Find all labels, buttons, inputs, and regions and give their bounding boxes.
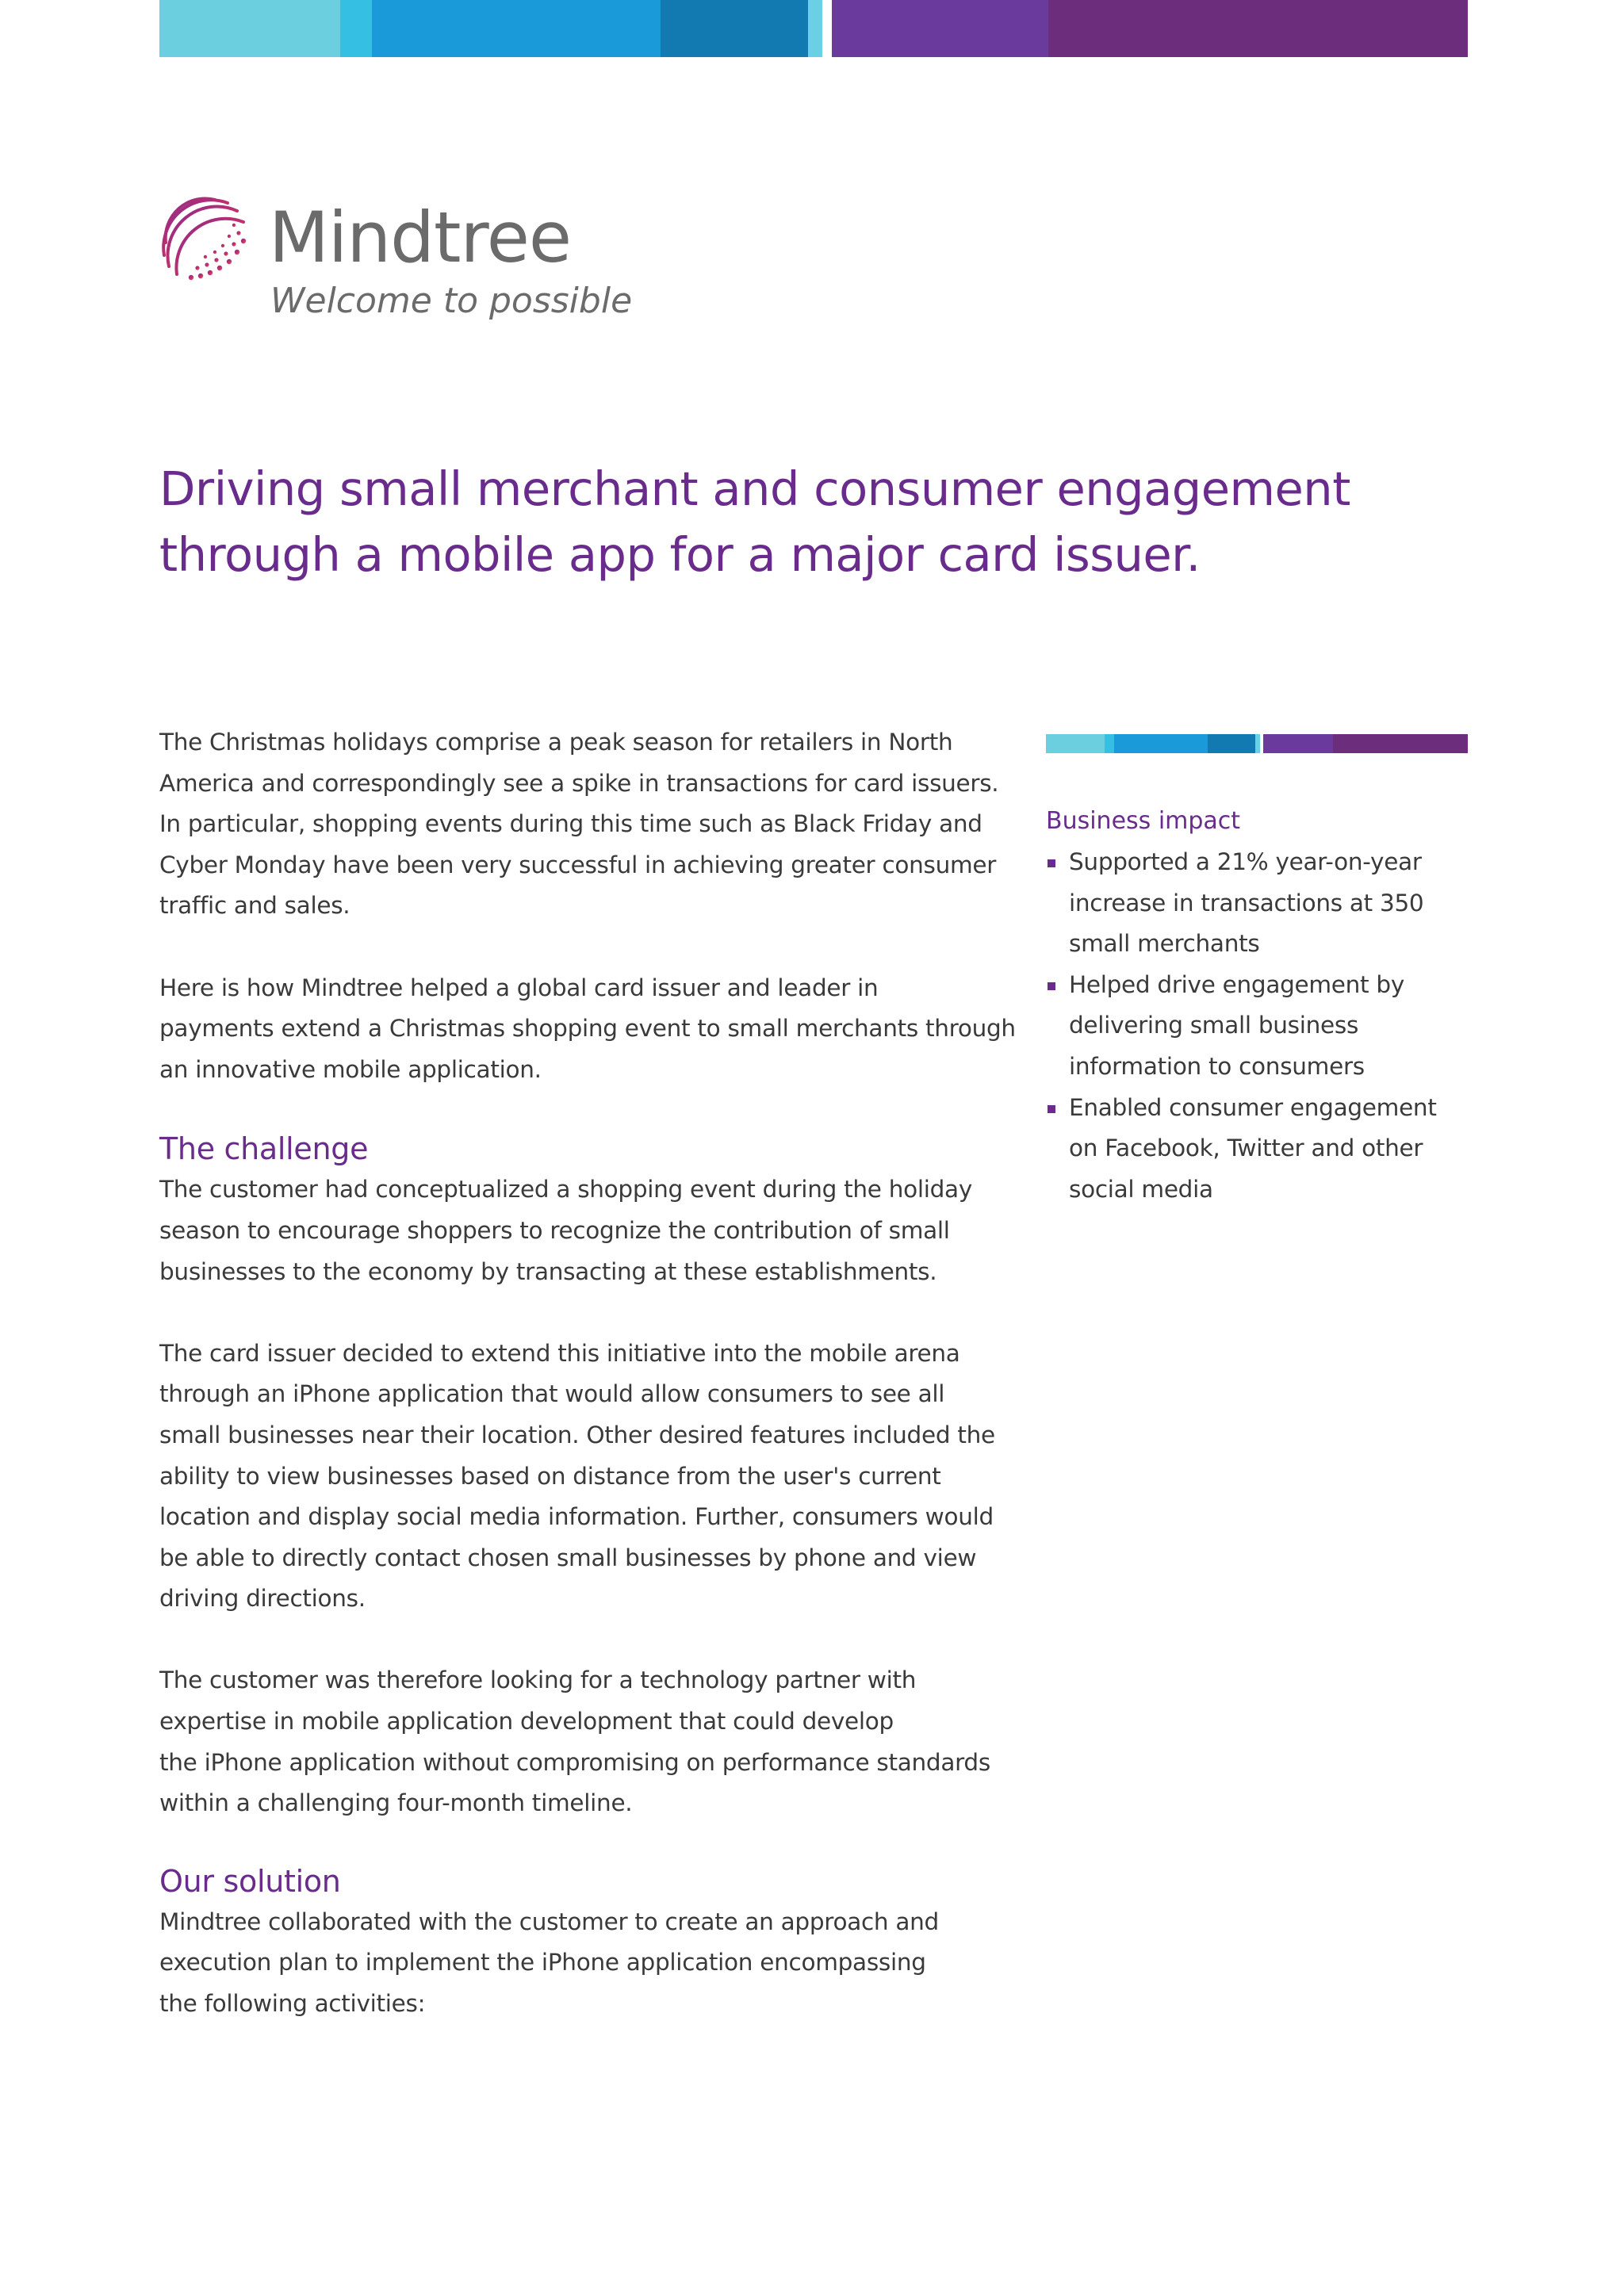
band-segment-cyan xyxy=(340,0,372,57)
list-item xyxy=(1046,965,1468,1088)
text-line: ability to view businesses based on distance from the user's current xyxy=(159,1462,941,1490)
challenge-paragraph-2 xyxy=(159,1334,995,1620)
text-line: the iPhone application without compromising on performance standards xyxy=(159,1748,990,1776)
page-title xyxy=(159,456,1444,587)
challenge-paragraph-3 xyxy=(159,1660,990,1823)
text-line: The card issuer decided to extend this initiative into the mobile arena xyxy=(159,1339,960,1367)
business-impact-heading: Business impact xyxy=(1046,807,1241,835)
main-column xyxy=(159,722,1016,2025)
text-line: on Facebook, Twitter and other xyxy=(1069,1135,1423,1162)
band-segment-dark-blue xyxy=(1208,734,1255,753)
text-line: businesses to the economy by transacting at these establishments. xyxy=(159,1257,937,1285)
square-bullet-icon xyxy=(1048,1105,1055,1113)
solution-paragraph-1 xyxy=(159,1902,976,2025)
text-line: location and display social media information. Further, consumers would xyxy=(159,1503,994,1531)
text-line: The customer had conceptualized a shopping event during the holiday xyxy=(159,1176,972,1203)
text-line: Here is how Mindtree helped a global card issuer and leader in xyxy=(159,974,879,1001)
text-line: In particular, shopping events during this time such as Black Friday and xyxy=(159,810,982,838)
band-segment-blue xyxy=(372,0,661,57)
text-line: the following activities: xyxy=(159,1990,426,2018)
band-segment-cyan xyxy=(1105,734,1114,753)
business-impact-sidebar xyxy=(1046,734,1468,1210)
challenge-heading: The challenge xyxy=(159,1131,369,1167)
text-line: increase in transactions at 350 xyxy=(1069,889,1424,916)
sidebar-color-band xyxy=(1046,734,1468,753)
mindtree-globe-icon xyxy=(159,193,250,284)
text-line: Enabled consumer engagement xyxy=(1069,1093,1437,1121)
text-line: small merchants xyxy=(1069,930,1260,958)
text-line: driving directions. xyxy=(159,1585,366,1613)
page-title-line: through a mobile app for a major card issuer. xyxy=(159,527,1201,582)
text-line: The customer was therefore looking for a technology partner with xyxy=(159,1667,917,1694)
text-line: season to encourage shoppers to recognize the contribution of small xyxy=(159,1216,950,1244)
band-segment-light-cyan xyxy=(1046,734,1105,753)
text-line: delivering small business xyxy=(1069,1012,1359,1039)
text-line: small businesses near their location. Other desired features included the xyxy=(159,1421,995,1448)
band-segment-light-cyan xyxy=(159,0,340,57)
text-line: expertise in mobile application development that could develop xyxy=(159,1708,894,1735)
challenge-paragraph-1 xyxy=(159,1169,976,1292)
mindtree-logo xyxy=(159,190,633,325)
text-line: The Christmas holidays comprise a peak season for retailers in North xyxy=(159,729,953,756)
text-line: payments extend a Christmas shopping event to small merchants through xyxy=(159,1015,1016,1043)
band-segment-dark-blue xyxy=(661,0,808,57)
text-line: be able to directly contact chosen small businesses by phone and view xyxy=(159,1544,977,1571)
band-segment-purple xyxy=(1048,0,1468,57)
text-line: execution plan to implement the iPhone application encompassing xyxy=(159,1949,926,1976)
intro-paragraph xyxy=(159,722,999,927)
band-segment-pale-cyan xyxy=(808,0,822,57)
text-line: within a challenging four-month timeline. xyxy=(159,1789,633,1817)
solution-heading: Our solution xyxy=(159,1863,341,1899)
page-title-line: Driving small merchant and consumer engagement xyxy=(159,461,1350,516)
intro-paragraph-2 xyxy=(159,968,1016,1091)
logo-wordmark: Mindtree xyxy=(269,197,572,278)
text-line: Cyber Monday have been very successful in achieving greater consumer xyxy=(159,851,997,878)
square-bullet-icon xyxy=(1048,859,1055,867)
band-segment-purple xyxy=(1333,734,1468,753)
list-item xyxy=(1046,842,1468,965)
business-impact-list xyxy=(1046,842,1468,1210)
band-segment-violet xyxy=(1263,734,1333,753)
text-line: Supported a 21% year-on-year xyxy=(1069,848,1422,875)
text-line: traffic and sales. xyxy=(159,892,350,920)
text-line: information to consumers xyxy=(1069,1052,1365,1080)
text-line: through an iPhone application that would allow consumers to see all xyxy=(159,1380,945,1408)
text-line: Helped drive engagement by xyxy=(1069,970,1404,998)
list-item xyxy=(1046,1088,1468,1211)
band-segment-blue xyxy=(1114,734,1208,753)
top-color-band xyxy=(159,0,1468,57)
text-line: an innovative mobile application. xyxy=(159,1055,542,1083)
band-segment-violet xyxy=(832,0,1048,57)
square-bullet-icon xyxy=(1048,982,1055,990)
text-line: social media xyxy=(1069,1175,1213,1203)
band-gap xyxy=(822,0,832,57)
text-line: America and correspondingly see a spike in transactions for card issuers. xyxy=(159,769,999,797)
logo-tagline: Welcome to possible xyxy=(270,281,633,321)
text-line: Mindtree collaborated with the customer to create an approach and xyxy=(159,1908,939,1935)
